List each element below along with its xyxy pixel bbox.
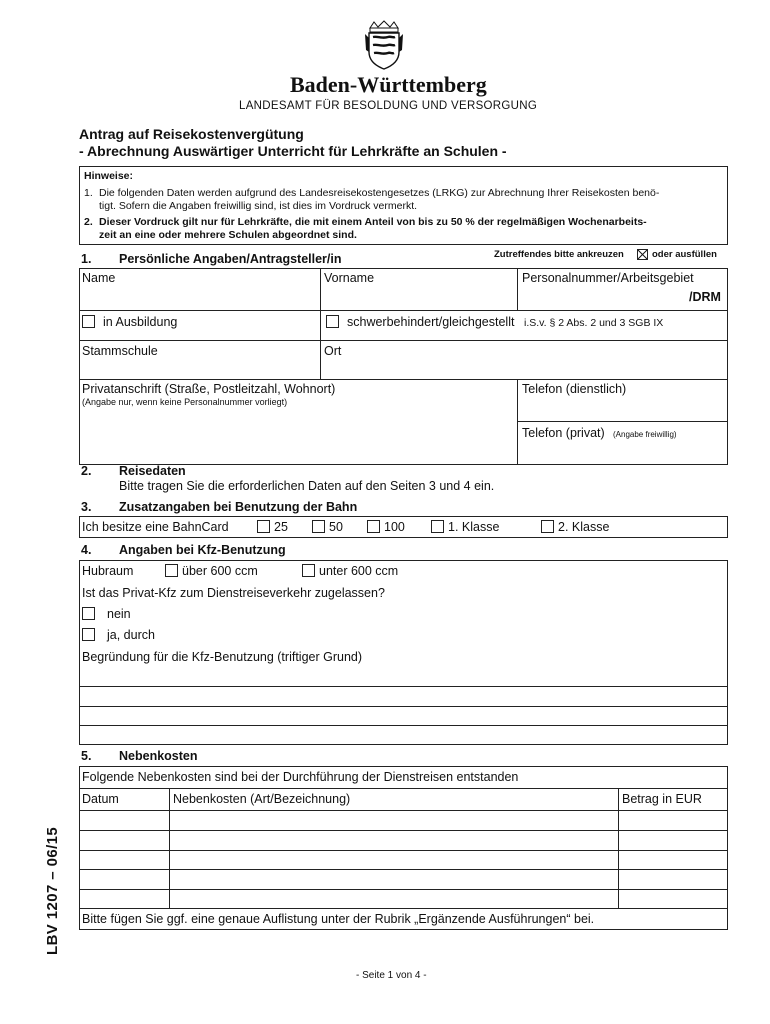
bahncard-25-checkbox[interactable] xyxy=(257,520,270,533)
nein-checkbox[interactable] xyxy=(82,607,95,620)
hubraum-label: Hubraum xyxy=(82,564,134,578)
section-2-number: 2. xyxy=(81,464,92,478)
schwerbehindert-label: schwerbehindert/gleichgestellt xyxy=(347,315,515,329)
section-3-title: Zusatzangaben bei Benutzung der Bahn xyxy=(119,500,358,514)
hint-2-line2: zeit an eine oder mehrere Schulen abgeordnet sind. xyxy=(99,229,357,241)
klasse-2-checkbox[interactable] xyxy=(541,520,554,533)
telefon-privat-field-label: Telefon (privat) xyxy=(522,426,605,440)
state-name: Baden-Württemberg xyxy=(290,72,487,97)
klasse-1-label: 1. Klasse xyxy=(448,520,500,534)
ausbildung-label: in Ausbildung xyxy=(103,315,178,329)
section-5-number: 5. xyxy=(81,749,92,763)
schwerbehindert-reference: i.S.v. § 2 Abs. 2 und 3 SGB IX xyxy=(524,317,664,329)
section-5-title: Nebenkosten xyxy=(119,749,198,763)
privatanschrift-field-label: Privatanschrift (Straße, Postleitzahl, Wohnort) xyxy=(82,382,336,396)
page-number: - Seite 1 von 4 - xyxy=(356,970,427,981)
bahncard-100-label: 100 xyxy=(384,520,405,534)
kfz-zulassung-question: Ist das Privat-Kfz zum Dienstreiseverkehr zugelassen? xyxy=(82,586,385,600)
section-4-number: 4. xyxy=(81,543,92,557)
privatanschrift-note: (Angabe nur, wenn keine Personalnummer vorliegt) xyxy=(82,397,288,407)
ja-checkbox[interactable] xyxy=(82,628,95,641)
ort-field-label: Ort xyxy=(324,344,342,358)
telefon-privat-note: (Angabe freiwillig) xyxy=(613,430,677,439)
column-header-betrag: Betrag in EUR xyxy=(622,792,702,806)
hint-1-number: 1. xyxy=(84,187,93,199)
telefon-dienstlich-field-label: Telefon (dienstlich) xyxy=(522,382,627,396)
bahncard-50-label: 50 xyxy=(329,520,343,534)
bahncard-50-checkbox[interactable] xyxy=(312,520,325,533)
section-4-title: Angaben bei Kfz-Benutzung xyxy=(119,543,286,557)
form-title: Antrag auf Reisekostenvergütung xyxy=(79,126,304,142)
bahncard-100-checkbox[interactable] xyxy=(367,520,380,533)
section-2-title: Reisedaten xyxy=(119,464,186,478)
ueber-600-checkbox[interactable] xyxy=(165,564,178,577)
section-1-note-after: oder ausfüllen xyxy=(652,249,717,260)
column-header-datum: Datum xyxy=(82,792,119,806)
begruendung-label: Begründung für die Kfz-Benutzung (triftiger Grund) xyxy=(82,650,363,664)
bahncard-25-label: 25 xyxy=(274,520,288,534)
nein-label: nein xyxy=(107,607,131,621)
state-crest-logo xyxy=(364,20,404,70)
name-field-label: Name xyxy=(82,271,116,285)
klasse-2-label: 2. Klasse xyxy=(558,520,610,534)
section-1-title: Persönliche Angaben/Antragsteller/in xyxy=(119,252,342,266)
hint-1-line2: tigt. Sofern die Angaben freiwillig sind, ist dies im Vordruck vermerkt. xyxy=(99,200,418,212)
form-subtitle: - Abrechnung Auswärtiger Unterricht für Lehrkräfte an Schulen - xyxy=(79,143,507,159)
unter-600-label: unter 600 ccm xyxy=(319,564,399,578)
unter-600-checkbox[interactable] xyxy=(302,564,315,577)
nebenkosten-table xyxy=(79,766,728,930)
hints-heading: Hinweise: xyxy=(84,170,134,182)
drm-suffix: /DRM xyxy=(689,290,721,304)
checked-box-example-icon xyxy=(637,249,648,260)
hint-2-line1: Dieser Vordruck gilt nur für Lehrkräfte, die mit einem Anteil von bis zu 50 % der regelmäßigen Wochenarbeits- xyxy=(99,216,647,228)
section-2-text: Bitte tragen Sie die erforderlichen Daten auf den Seiten 3 und 4 ein. xyxy=(119,479,495,493)
section-1-note-before: Zutreffendes bitte ankreuzen xyxy=(494,249,624,260)
hint-1-line1: Die folgenden Daten werden aufgrund des Landesreisekostengesetzes (LRKG) zur Abrechnung Ihrer Reisekosten benö- xyxy=(99,187,660,199)
hint-2-number: 2. xyxy=(84,216,93,228)
personalnummer-field-label: Personalnummer/Arbeitsgebiet xyxy=(522,271,694,285)
nebenkosten-footer-note: Bitte fügen Sie ggf. eine genaue Auflistung unter der Rubrik „Ergänzende Ausführungen“ bei. xyxy=(82,912,595,926)
section-3-number: 3. xyxy=(81,500,92,514)
stammschule-field-label: Stammschule xyxy=(82,344,158,358)
nebenkosten-intro: Folgende Nebenkosten sind bei der Durchführung der Dienstreisen entstanden xyxy=(82,770,519,784)
section-1-number: 1. xyxy=(81,252,92,266)
bahncard-label: Ich besitze eine BahnCard xyxy=(82,520,229,534)
vorname-field-label: Vorname xyxy=(324,271,375,285)
column-header-nebenkosten: Nebenkosten (Art/Bezeichnung) xyxy=(173,792,351,806)
ueber-600-label: über 600 ccm xyxy=(182,564,258,578)
ausbildung-checkbox[interactable] xyxy=(82,315,95,328)
schwerbehindert-checkbox[interactable] xyxy=(326,315,339,328)
ja-label: ja, durch xyxy=(107,628,155,642)
klasse-1-checkbox[interactable] xyxy=(431,520,444,533)
office-name: LANDESAMT FÜR BESOLDUNG UND VERSORGUNG xyxy=(239,100,538,112)
